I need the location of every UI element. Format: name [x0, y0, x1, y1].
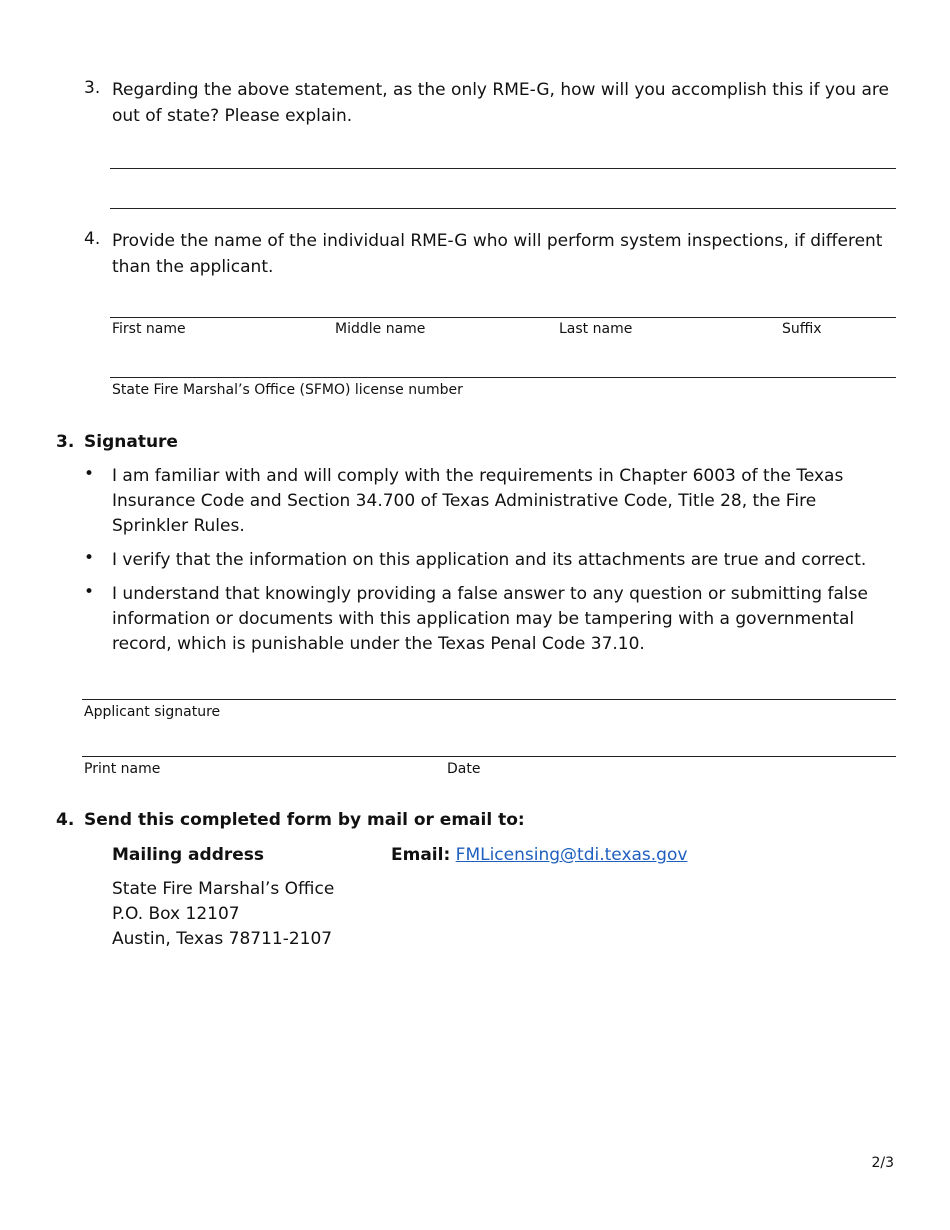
bullet-icon: • [84, 548, 95, 568]
mailing-address-heading: Mailing address [112, 845, 265, 865]
print-name-date-field-line[interactable] [82, 756, 896, 757]
mailing-address [112, 877, 334, 952]
address-line-1: State Fire Marshal’s Office [112, 879, 335, 899]
email-block [391, 843, 687, 868]
email-link[interactable]: FMLicensing@tdi.texas.gov [455, 845, 688, 865]
rme-name-field-line[interactable] [110, 317, 896, 318]
question-3-answer-line-2[interactable] [110, 208, 896, 209]
middle-name-label: Middle name [335, 321, 426, 337]
applicant-signature-field-line[interactable] [82, 699, 896, 700]
page-number: 2/3 [871, 1155, 894, 1171]
address-line-3: Austin, Texas 78711-2107 [112, 929, 333, 949]
applicant-signature-label: Applicant signature [84, 704, 221, 720]
question-3-answer-line-1[interactable] [110, 168, 896, 169]
signature-section-title: Signature [84, 432, 178, 452]
send-section-number: 4. [56, 810, 75, 830]
question-4-number: 4. [84, 229, 101, 249]
signature-statement-1: I am familiar with and will comply with the requirements in Chapter 6003 of the Texas Insurance Code and Section 34.700 of Texas Administrative Code, Title 28, the Fire Sprinkler Rules. [112, 466, 844, 536]
question-3-number: 3. [84, 78, 101, 98]
send-section-title: Send this completed form by mail or email to: [84, 810, 525, 830]
email-label: Email: [391, 845, 451, 865]
signature-statement-3: I understand that knowingly providing a false answer to any question or submitting false information or documents with this application may be tampering with a governmental record, which is punishable under the Texas Penal Code 37.10. [112, 584, 868, 654]
question-4-text: Provide the name of the individual RME-G who will perform system inspections, if different than the applicant. [112, 231, 883, 277]
signature-statement-2: I verify that the information on this application and its attachments are true and correct. [112, 550, 867, 570]
last-name-label: Last name [559, 321, 633, 337]
license-number-field-line[interactable] [110, 377, 896, 378]
bullet-icon: • [84, 582, 95, 602]
license-number-label: State Fire Marshal’s Office (SFMO) license number [112, 382, 463, 398]
signature-section-number: 3. [56, 432, 75, 452]
date-label: Date [447, 761, 481, 777]
print-name-label: Print name [84, 761, 161, 777]
suffix-label: Suffix [782, 321, 822, 337]
first-name-label: First name [112, 321, 186, 337]
question-3-text: Regarding the above statement, as the only RME-G, how will you accomplish this if you are out of state? Please explain. [112, 80, 889, 126]
address-line-2: P.O. Box 12107 [112, 904, 240, 924]
bullet-icon: • [84, 464, 95, 484]
